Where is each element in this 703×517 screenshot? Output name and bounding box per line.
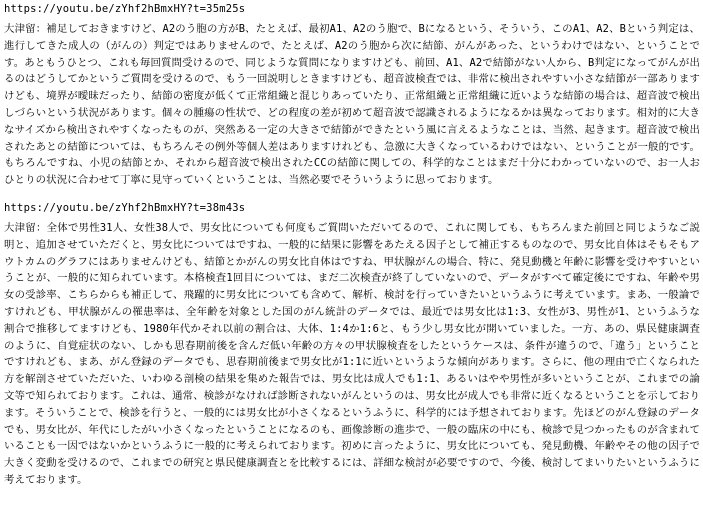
section-divider — [4, 189, 700, 199]
transcript-paragraph-1: 大津留：補足しておきますけど、A2のう胞の方がB、たとえば、最初A1、A2のう胞で、Bになるという、そういう、このA1、A2、Bという判定は、進行してきた成人の（がんの）判定ではありませんので、たとえば、A2のう胞から次に結節、がんがあった、というわけではない、ということです。あともうひとつ、これも毎回質問受けるので、同じような質問になりますけども、前回、A1、A2で結節がない人から、B判定になってがんが出るのはどうしてかというご質問を受けるので、もう一回説明しときますけども、超音波検査では、非常に検出されやすい小さな結節が一部ありますけども、境界が曖昧だったり、結節の密度が低くて正常組織と混じりあっていたり、正常組織と正常組織に近いような結節の場合は、超音波で検出しづらいという状況があります。個々の腫瘍の性状で、どの程度の差が初めて超音波で認識されるようになるかは異なっております。相対的に大きなサイズから検出されやすくなったものが、突然ある一定の大きさで結節ができたという風に言えるようなことは、当然、起きます。超音波で検出されたあとの結節については、もちろんその例外等個人差はありますけれども、急激に大きくなっているわけではない、ということが一般的です。もちろんですね、小児の結節とか、それから超音波で検出されたCCの結節に関しての、科学的なことはまだ十分にわかっていないので、お一人おひとりの状況に合わせて丁寧に見守っていくということは、当然必要でそういうように思っております。 — [4, 23, 700, 187]
transcript-paragraph-2: 大津留：全体で男性31人、女性38人で、男女比についても何度もご質問いただいてるので、これに関しても、もちろんまた前回と同じようなご説明と、追加させていただくと、男女比についてはですね、一般的に結果に影響をあたえる因子として補正するものなので、男女比自体はそもそもアウトカムのグラフにはありませんけども、結節とかがんの男女比自体はですね、甲状腺がんの場合、特に、発見動機と年齢に影響を受けやすいということが、一般的に知られています。本格検査1回目については、まだ二次検査が終了していないので、データがすべて確定後にですね、年齢や男女の受診率、こちらからも補正して、飛躍的に男女比についても含めて、解析、検討を行っていきたいというふうに考えています。まあ、一般論ですけれども、甲状腺がんの罹患率は、全年齢を対象とした国のがん統計のデータでは、最近では男女比は1:3、女性が3、男性が1、というふうな割合で推移してますけども、1980年代かそれ以前の割合は、大体、1:4か1:6と、もう少し男女比が開いていました。一方、あの、県民健康調査のように、自覚症状のない、しかも思春期前後を含んだ低い年齢の方々の甲状腺検査をしたというケースは、条件が違うので、「違う」ということですけれども、まあ、がん登録のデータでも、思春期前後まで男女比が1:1に近いというような傾向があります。さらに、他の理由で亡くなられた方を解剖させていただいた、いわゆる剖検の結果を集めた報告では、男女比は成人でも1:1、あるいはやや男性が多いということが、これまでの論文等で知られております。これは、通常、検診がなければ診断されないがんというのは、男女比が成人でも非常に近くなるということを示しております。そういうことで、検診を行うと、一般的には男女比が小さくなるというふうに、科学的には予想されております。先ほどのがん登録のデータでも、男女比が、年代にしたがい小さくなったということになるのも、画像診断の進歩で、一般の臨床の中にも、検診で見つかったものが含まれていることも一因ではないかというふうに一般的に考えられております。初めに言ったように、男女比についても、発見動機、年齢やその他の因子で大きく変動を受けるので、これまでの研究と県民健康調査とを比較するには、詳細な検討が必要ですので、今後、検討してまいりたいというふうに考えております。 — [4, 221, 700, 486]
youtube-link-2[interactable]: https://youtu.be/zYhf2hBmxHY?t=38m43s — [4, 201, 246, 214]
youtube-link-1[interactable]: https://youtu.be/zYhf2hBmxHY?t=35m25s — [4, 3, 246, 15]
